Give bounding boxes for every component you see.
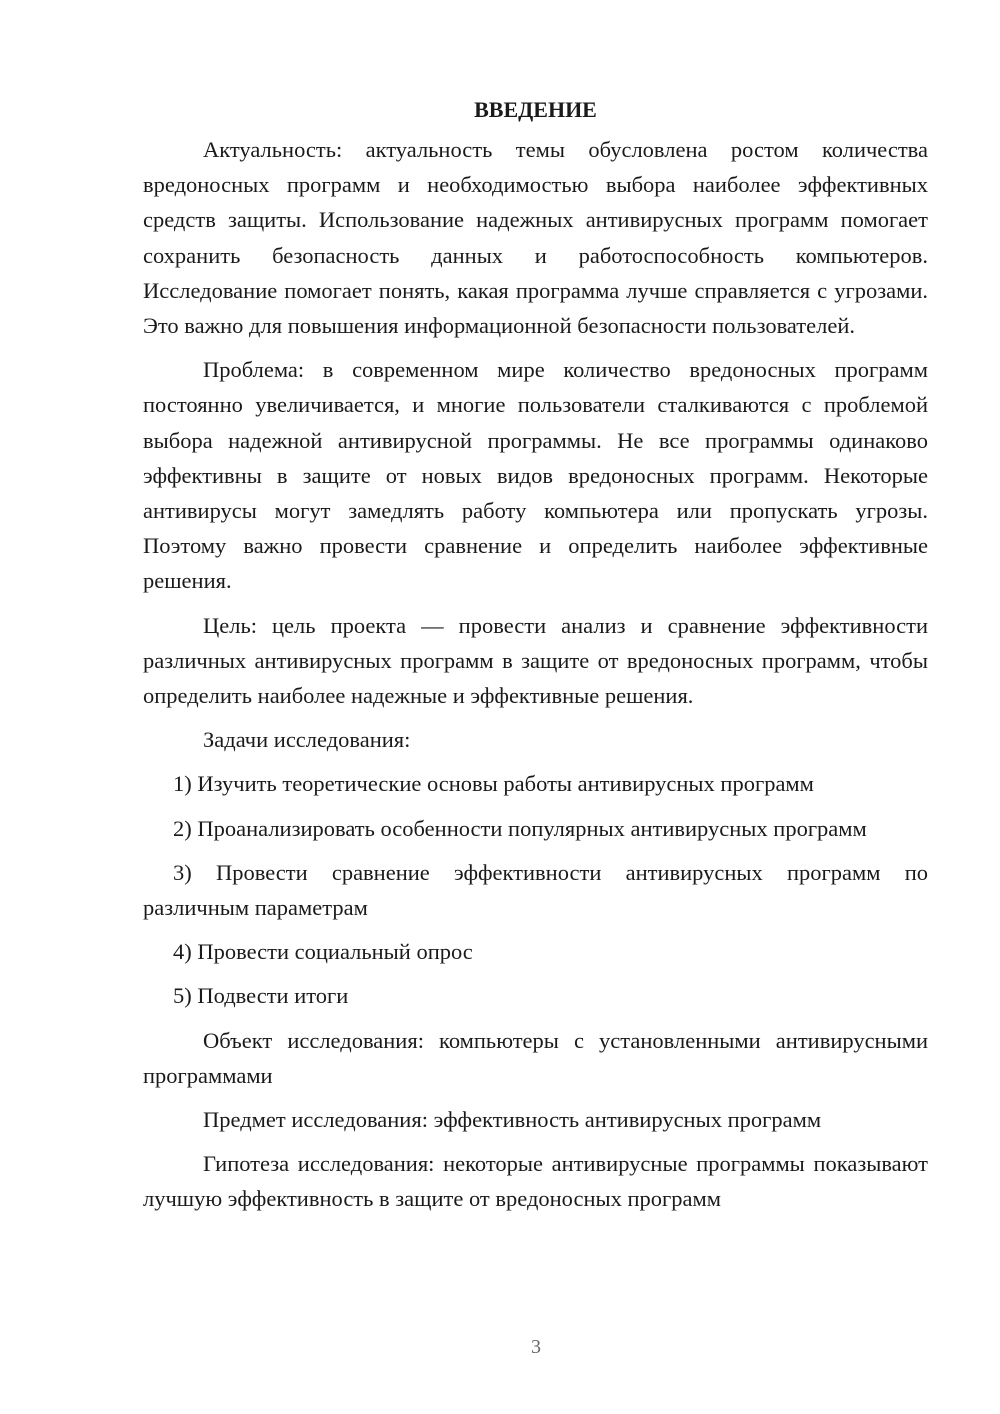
- problem-paragraph: Проблема: в современном мире количество вредоносных программ постоянно увеличивается, и многие пользователи сталкиваются с проблемой выбора надежной антивирусной программы. Не все программы одинаково эффективны в защите от новых видов вредоносных программ. Некоторые антивирусы могут замедлять работу компьютера или пропускать угрозы. Поэтому важно провести сравнение и определить наиболее эффективные решения.: [143, 357, 928, 594]
- tasks-heading: Задачи исследования:: [203, 727, 411, 753]
- task-item-1: 1) Изучить теоретические основы работы антивирусных программ: [173, 771, 814, 797]
- hypothesis-paragraph: Гипотеза исследования: некоторые антивирусные программы показывают лучшую эффективность в защите от вредоносных программ: [143, 1151, 928, 1212]
- relevance-paragraph: Актуальность: актуальность темы обусловлена ростом количества вредоносных программ и необходимостью выбора наиболее эффективных средств защиты. Использование надежных антивирусных программ помогает сохранить безопасность данных и работоспособность компьютеров. Исследование помогает понять, какая программа лучше справляется с угрозами. Это важно для повышения информационной безопасности пользователей.: [143, 137, 928, 339]
- subject-paragraph: Предмет исследования: эффективность антивирусных программ: [203, 1107, 822, 1133]
- section-title: ВВЕДЕНИЕ: [474, 97, 597, 122]
- task-item-3: 3) Провести сравнение эффективности антивирусных программ по различным параметрам: [143, 859, 928, 921]
- page-content: [143, 92, 928, 1226]
- page-number: 3: [531, 1336, 541, 1358]
- object-paragraph: Объект исследования: компьютеры с установленными антивирусными программами: [143, 1027, 928, 1088]
- goal-paragraph: Цель: цель проекта — провести анализ и сравнение эффективности различных антивирусных программ в защите от вредоносных программ, чтобы определить наиболее надежные и эффективные решения.: [143, 612, 928, 709]
- task-item-4: 4) Провести социальный опрос: [173, 939, 473, 965]
- task-item-5: 5) Подвести итоги: [173, 983, 349, 1009]
- task-item-2: 2) Проанализировать особенности популярных антивирусных программ: [173, 815, 867, 841]
